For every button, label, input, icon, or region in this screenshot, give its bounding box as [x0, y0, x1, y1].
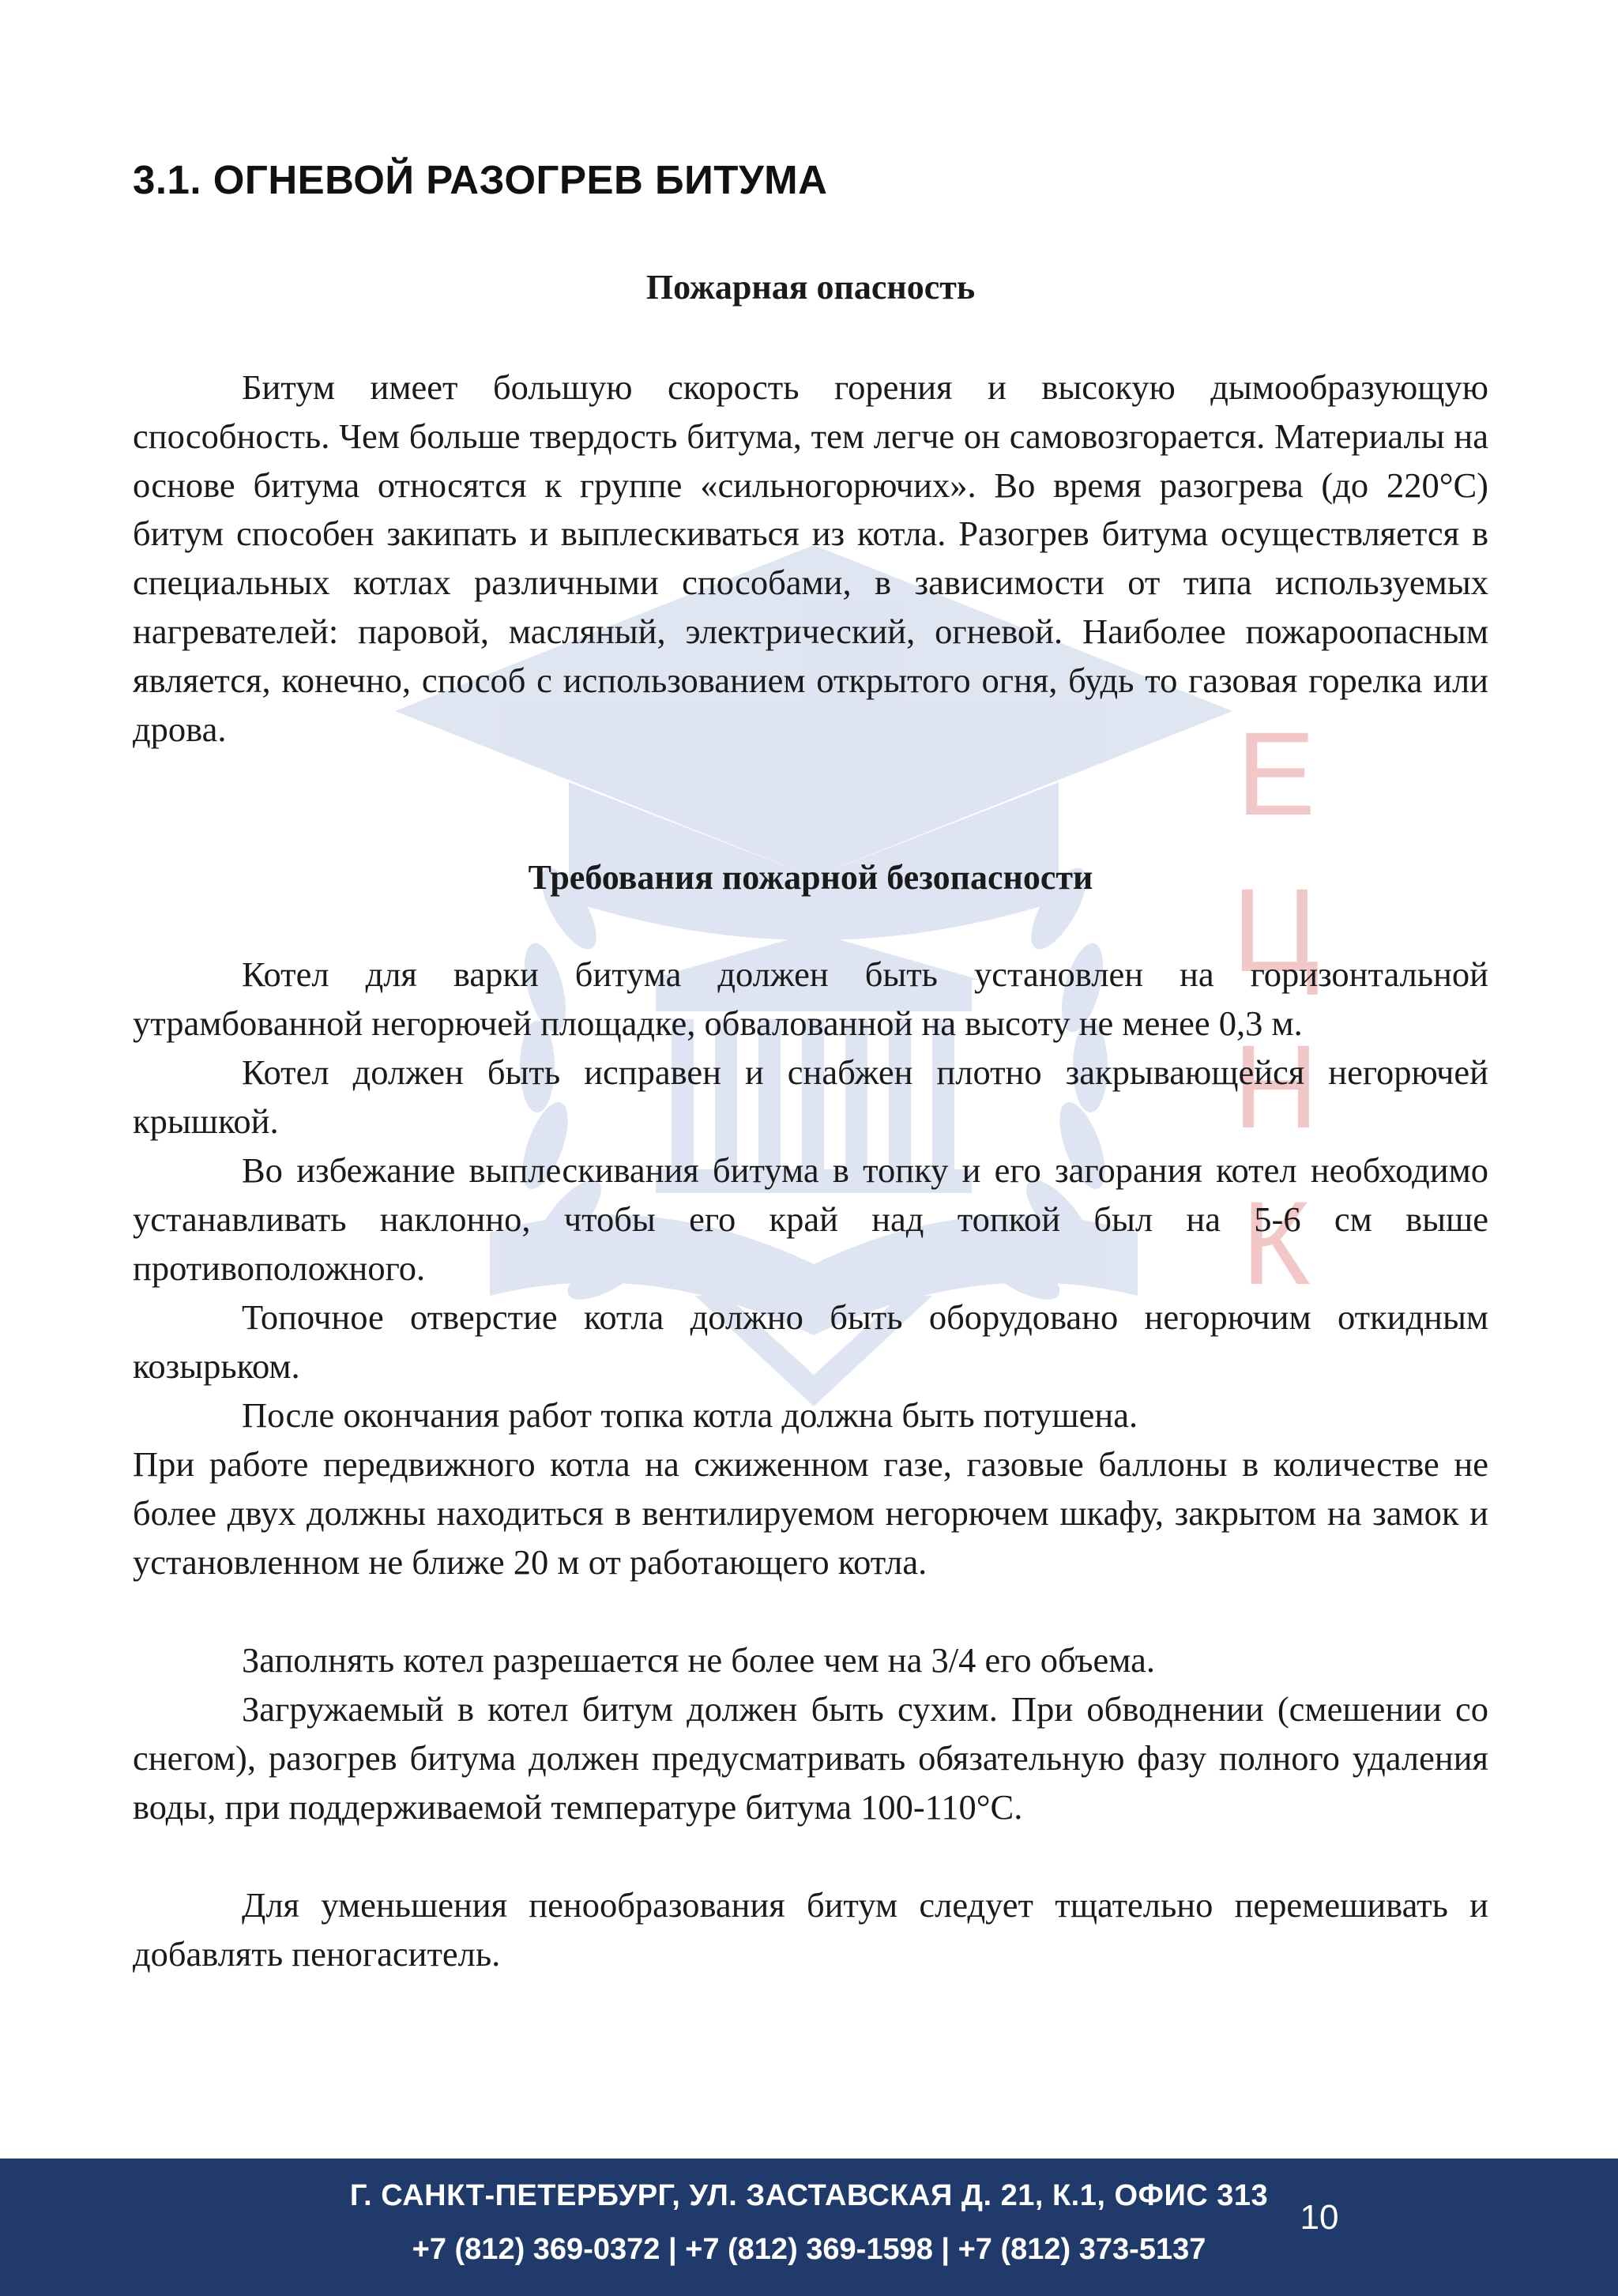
watermark-letter: Ц [1232, 864, 1320, 996]
subheading-safety-requirements: Требования пожарной безопасности [528, 858, 1093, 897]
footer-phones: +7 (812) 369-0372 | +7 (812) 369-1598 | +7 (812) 373-5137 [412, 2233, 1206, 2266]
paragraph-fire-hazard: Битум имеет большую скорость горения и высокую дымообразующую способность. Чем больше твердость битума, тем легче он самовозгорается. Материалы на основе битума относятся к группе «сильногорючих». Во время разогрева (до 220°С) битум способен закипать и выплескиваться из котла. Разогрев битума осуществляется в специальных котлах различными способами, в зависимости от типа используемых нагревателей: паровой, масляный, электрический, огневой. Наиболее пожароопасным является, конечно, способ с использованием открытого огня, будь то газовая горелка или дрова. [133, 367, 1488, 749]
subheading-fire-hazard: Пожарная опасность [645, 268, 976, 307]
requirement-paragraph: Загружаемый в котел битум должен быть сухим. При обводнении (смешении со снегом), разогрев битума должен предусматривать обязательную фазу полного удаления воды, при поддерживаемой температуре битума 100-110°С. [133, 1689, 1488, 1827]
footer-address: Г. САНКТ-ПЕТЕРБУРГ, УЛ. ЗАСТАВСКАЯ Д. 21, К.1, ОФИС 313 [349, 2179, 1269, 2212]
requirement-paragraph: При работе передвижного котла на сжиженном газе, газовые баллоны в количестве не более двух должны находиться в вентилируемом негорючем шкафу, закрытом на замок и установленном не ближе 20 м от работающего котла. [133, 1444, 1488, 1582]
watermark-letter: К [1241, 1176, 1311, 1309]
requirement-paragraph: Топочное отверстие котла должно быть оборудовано негорючим откидным козырьком. [133, 1297, 1488, 1386]
section-title: 3.1. ОГНЕВОЙ РАЗОГРЕВ БИТУМА [133, 157, 828, 202]
requirement-paragraph: Для уменьшения пенообразования битум следует тщательно перемешивать и добавлять пеногаситель. [133, 1885, 1488, 1974]
watermark-letter: Н [1232, 1020, 1319, 1153]
requirement-paragraph: Заполнять котел разрешается не более чем на 3/4 его объема. [242, 1640, 1156, 1680]
page-number: 10 [1300, 2198, 1339, 2237]
requirement-paragraph: После окончания работ топка котла должна быть потушена. [242, 1395, 1138, 1435]
requirement-paragraph: Котел для варки битума должен быть установлен на горизонтальной утрамбованной негорючей площадке, обвалованной на высоту не менее 0,3 м. [133, 954, 1488, 1043]
footer-bar [0, 2159, 1618, 2296]
requirement-paragraph: Во избежание выплескивания битума в топку и его загорания котел необходимо устанавливать наклонно, чтобы его край над топкой был на 5-6 см выше противоположного. [133, 1150, 1488, 1288]
requirement-paragraph: Котел должен быть исправен и снабжен плотно закрывающейся негорючей крышкой. [133, 1052, 1488, 1141]
watermark-letter: Е [1236, 707, 1316, 840]
